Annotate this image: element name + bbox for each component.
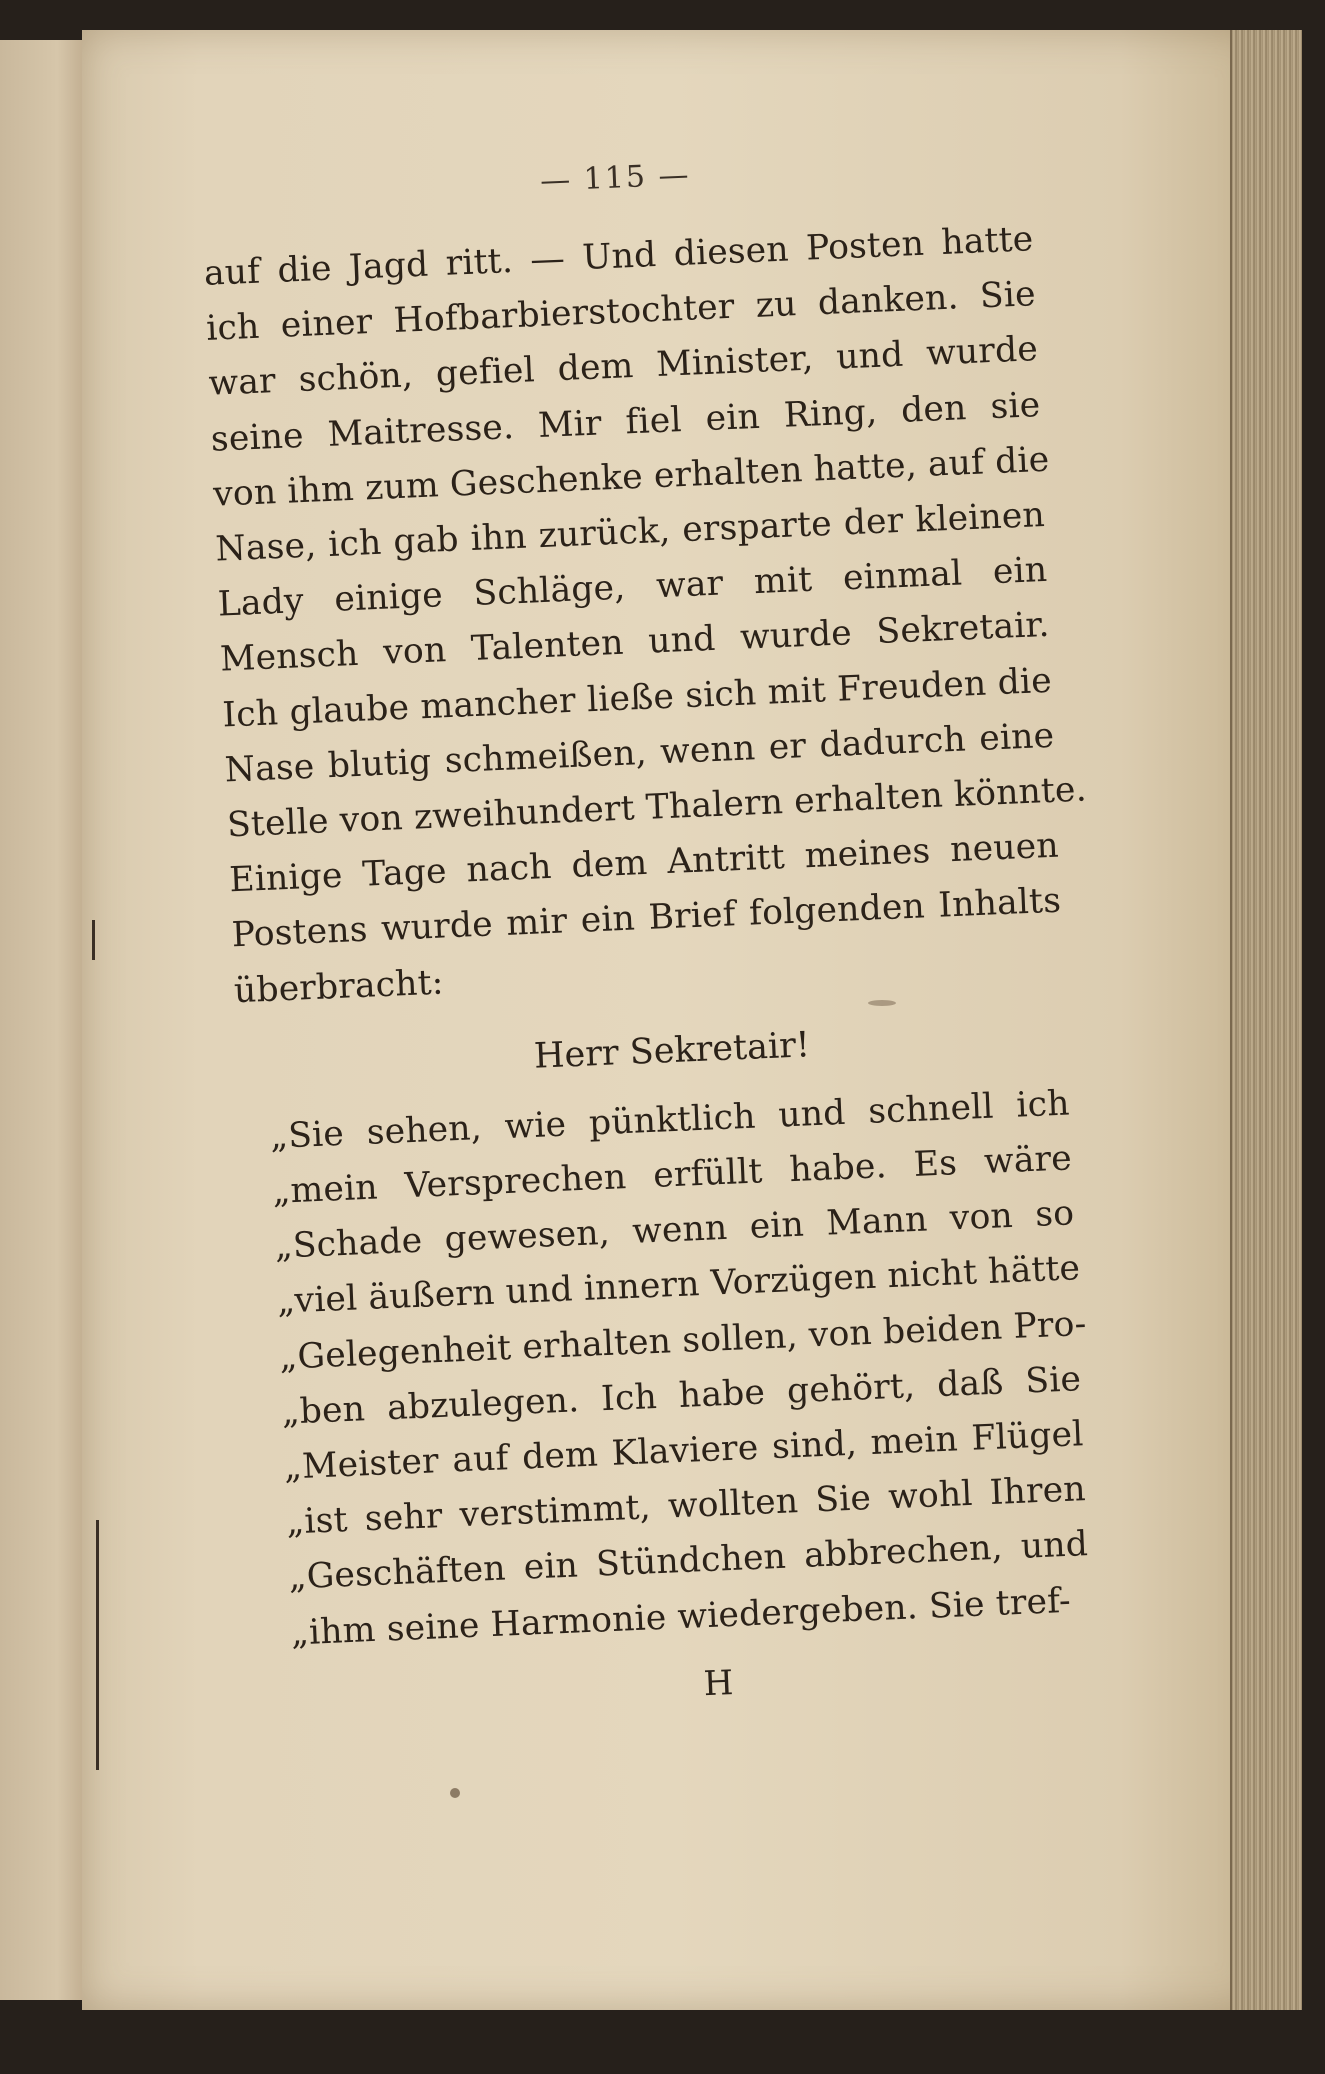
text-line: überbracht: xyxy=(233,962,445,1011)
letter-line: „Schade gewesen, wenn ein Mann von so xyxy=(273,1193,1075,1268)
gutter-mark xyxy=(96,1520,99,1770)
text-line: ich einer Hofbarbierstochter zu danken. Sie xyxy=(205,274,1037,350)
letter-body xyxy=(239,1076,1091,1662)
main-paragraph xyxy=(203,212,1088,1019)
page-stack-edges xyxy=(1230,30,1302,2010)
text-line: seine Maitresse. Mir fiel ein Ring, den sie xyxy=(210,384,1042,460)
letter-salutation: Herr Sekretair! xyxy=(533,1025,811,1077)
letter-line: „ihm seine Harmonie wiedergeben. Sie tref- xyxy=(290,1580,1072,1654)
page-text xyxy=(200,143,1094,1722)
text-line: auf die Jagd ritt. — Und diesen Posten hatte xyxy=(203,219,1035,294)
text-line: Postens wurde mir ein Brief folgenden Inhalts xyxy=(230,881,1062,956)
letter-line: „Geschäften ein Stündchen abbrechen, und xyxy=(287,1524,1089,1598)
text-line: Nase blutig schmeißen, wenn er dadurch eine xyxy=(223,715,1055,791)
text-line: Stelle von zweihundert Thalern erhalten könnte. xyxy=(226,769,1088,846)
signature-mark: H xyxy=(702,1662,735,1705)
text-line: Nase, ich gab ihn zurück, ersparte der kleinen xyxy=(214,494,1046,570)
letter-line: „Sie sehen, wie pünktlich und schnell ich xyxy=(269,1083,1071,1157)
letter-line: „viel äußern und innern Vorzügen nicht hätte xyxy=(276,1248,1081,1323)
text-line: von ihm zum Geschenke erhalten hatte, auf die xyxy=(212,439,1051,515)
text-line: Ich glaube mancher ließe sich mit Freuden die xyxy=(221,660,1053,736)
page-number-header: — 115 — xyxy=(539,157,692,199)
letter-line: „ben abzulegen. Ich habe gehört, daß Sie xyxy=(280,1359,1082,1433)
text-line: war schön, gefiel dem Minister, und wurde xyxy=(207,329,1039,405)
text-line: Einige Tage nach dem Antritt meines neuen xyxy=(228,825,1060,901)
text-line: Lady einige Schläge, war mit einmal ein xyxy=(217,550,1048,625)
letter-line: „mein Versprechen erfüllt habe. Es wäre xyxy=(271,1138,1073,1212)
text-line: Mensch von Talenten und wurde Sekretair. xyxy=(219,605,1051,680)
letter-line: „Meister auf dem Klaviere sind, mein Flügel xyxy=(283,1414,1085,1488)
letter-line: „ist sehr verstimmt, wollten Sie wohl Ihren xyxy=(285,1469,1087,1543)
ink-spot xyxy=(450,1788,460,1798)
gutter-mark xyxy=(92,920,95,960)
letter-line: „Gelegenheit erhalten sollen, von beiden Pro- xyxy=(278,1303,1088,1378)
